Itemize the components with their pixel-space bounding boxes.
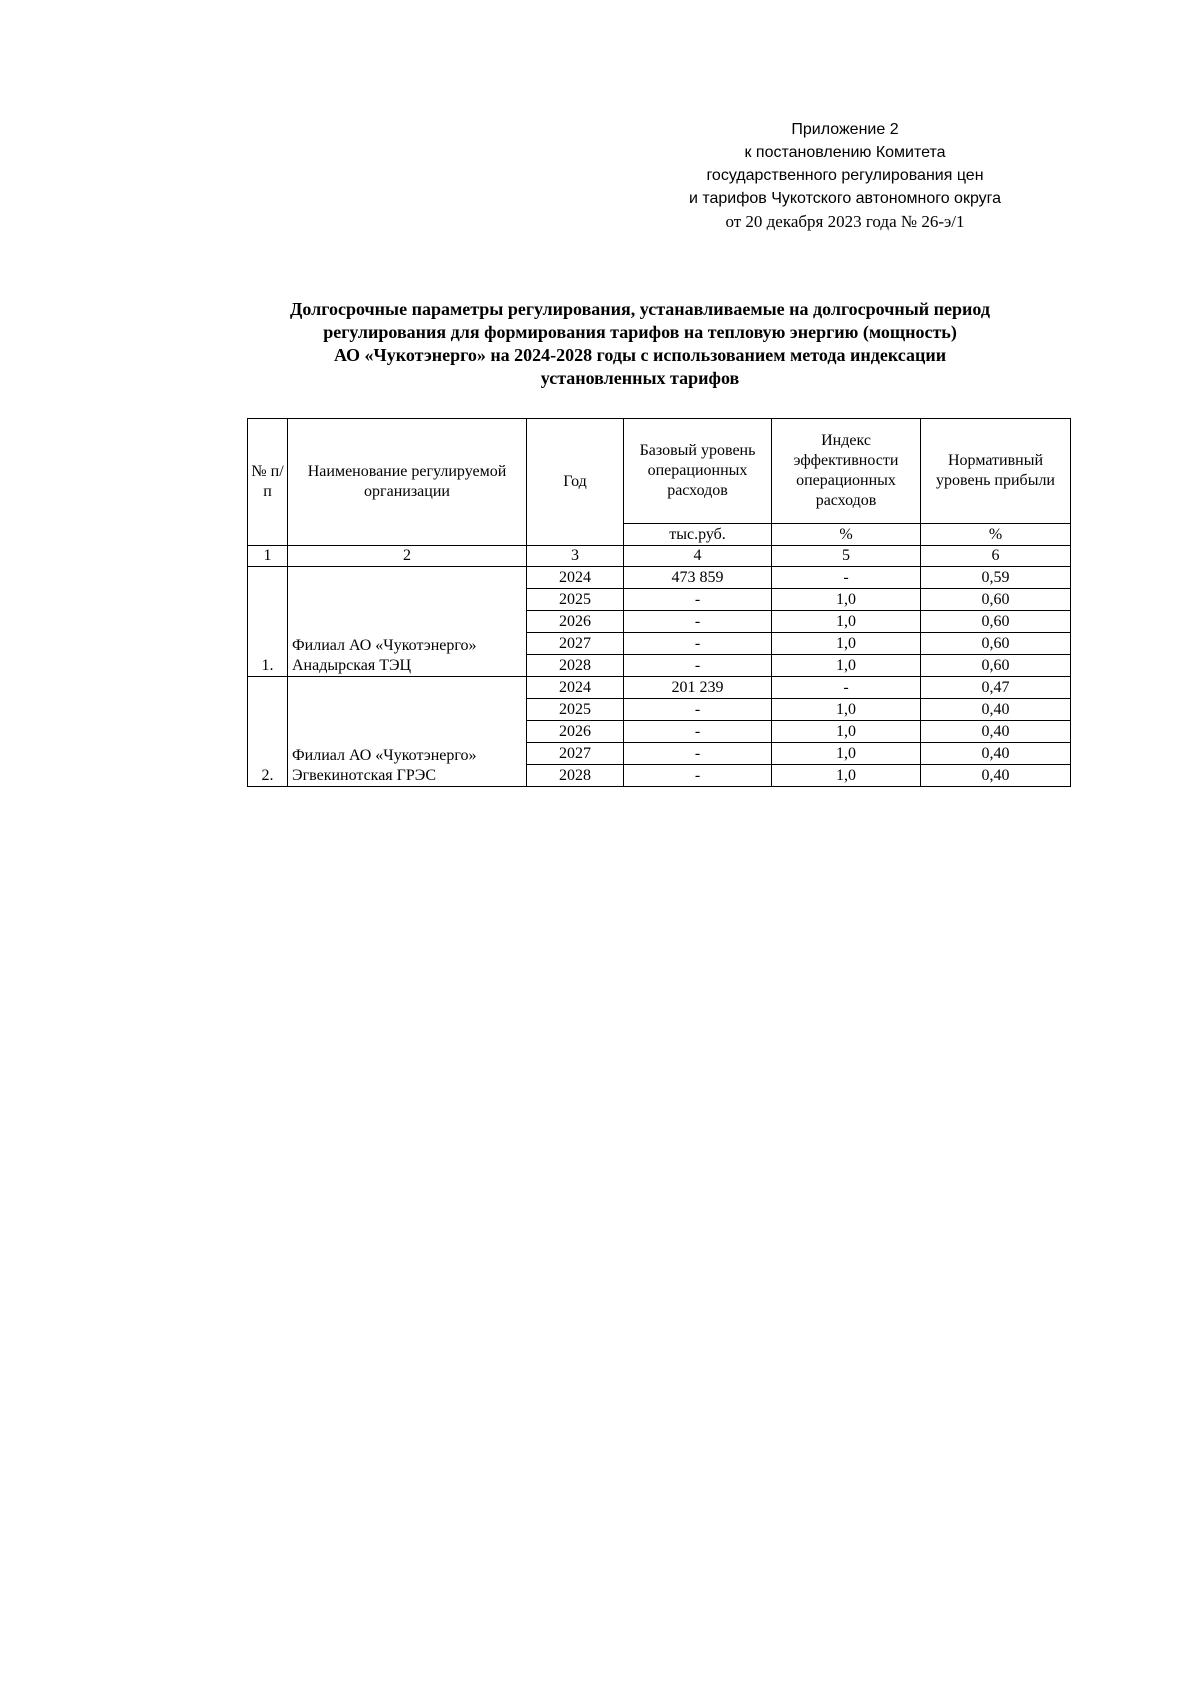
base-cell: - — [624, 589, 772, 611]
index-cell: 1,0 — [772, 721, 921, 743]
table-row — [248, 677, 1071, 699]
col-number: 2 — [288, 546, 527, 567]
profit-cell: 0,40 — [921, 721, 1071, 743]
year-cell: 2024 — [527, 567, 624, 589]
appendix-block — [600, 118, 1090, 233]
org-name-line: Эгвекинотская ГРЭС — [292, 767, 437, 784]
index-cell: - — [772, 677, 921, 699]
base-cell: - — [624, 699, 772, 721]
header-num: № п/п — [248, 419, 288, 546]
title-line: установленных тарифов — [540, 368, 740, 388]
profit-cell: 0,40 — [921, 699, 1071, 721]
title-line: регулирования для формирования тарифов на тепловую энергию (мощность) — [323, 322, 957, 342]
unit-base: тыс.руб. — [624, 524, 772, 546]
year-cell: 2026 — [527, 721, 624, 743]
base-cell: - — [624, 743, 772, 765]
base-cell: - — [624, 611, 772, 633]
index-cell: 1,0 — [772, 589, 921, 611]
header-year: Год — [527, 419, 624, 546]
column-numbers-row — [248, 546, 1071, 567]
year-cell: 2027 — [527, 743, 624, 765]
year-cell: 2026 — [527, 611, 624, 633]
base-cell: 201 239 — [624, 677, 772, 699]
year-cell: 2024 — [527, 677, 624, 699]
org-name-line: Филиал АО «Чукотэнерго» — [292, 637, 477, 654]
year-cell: 2028 — [527, 655, 624, 677]
year-cell: 2025 — [527, 699, 624, 721]
header-efficiency-index: Индекс эффективности операционных расходов — [772, 419, 921, 524]
unit-index: % — [772, 524, 921, 546]
profit-cell: 0,40 — [921, 743, 1071, 765]
org-name — [288, 567, 527, 677]
appendix-line: и тарифов Чукотского автономного округа — [688, 190, 1002, 207]
profit-cell: 0,60 — [921, 589, 1071, 611]
header-profit-level: Нормативный уровень прибыли — [921, 419, 1071, 524]
org-number: 1. — [248, 567, 288, 677]
col-number: 6 — [921, 546, 1071, 567]
col-number: 4 — [624, 546, 772, 567]
tariff-parameters-table — [247, 418, 1071, 787]
appendix-line: государственного регулирования цен — [706, 167, 984, 184]
col-number: 1 — [248, 546, 288, 567]
org-name-line: Анадырская ТЭЦ — [292, 657, 412, 674]
year-cell: 2028 — [527, 765, 624, 787]
profit-cell: 0,59 — [921, 567, 1071, 589]
index-cell: 1,0 — [772, 611, 921, 633]
profit-cell: 0,60 — [921, 611, 1071, 633]
index-cell: 1,0 — [772, 655, 921, 677]
appendix-date-line: от 20 декабря 2023 года № 26-э/1 — [725, 212, 965, 231]
document-title — [200, 298, 1080, 390]
profit-cell: 0,47 — [921, 677, 1071, 699]
appendix-line: к постановлению Комитета — [744, 144, 946, 161]
header-base-opex: Базовый уровень операционных расходов — [624, 419, 772, 524]
appendix-line: Приложение 2 — [791, 121, 899, 138]
base-cell: 473 859 — [624, 567, 772, 589]
header-org: Наименование регулируемой организации — [288, 419, 527, 546]
col-number: 3 — [527, 546, 624, 567]
base-cell: - — [624, 633, 772, 655]
base-cell: - — [624, 765, 772, 787]
col-number: 5 — [772, 546, 921, 567]
index-cell: 1,0 — [772, 699, 921, 721]
base-cell: - — [624, 721, 772, 743]
year-cell: 2027 — [527, 633, 624, 655]
title-line: АО «Чукотэнерго» на 2024-2028 годы с использованием метода индексации — [333, 345, 947, 365]
org-name-line: Филиал АО «Чукотэнерго» — [292, 747, 477, 764]
org-number: 2. — [248, 677, 288, 787]
org-name — [288, 677, 527, 787]
profit-cell: 0,60 — [921, 655, 1071, 677]
base-cell: - — [624, 655, 772, 677]
index-cell: 1,0 — [772, 743, 921, 765]
header-row — [248, 419, 1071, 524]
year-cell: 2025 — [527, 589, 624, 611]
profit-cell: 0,60 — [921, 633, 1071, 655]
title-line: Долгосрочные параметры регулирования, устанавливаемые на долгосрочный период — [290, 299, 990, 319]
profit-cell: 0,40 — [921, 765, 1071, 787]
index-cell: 1,0 — [772, 765, 921, 787]
index-cell: 1,0 — [772, 633, 921, 655]
unit-profit: % — [921, 524, 1071, 546]
index-cell: - — [772, 567, 921, 589]
table-row — [248, 567, 1071, 589]
